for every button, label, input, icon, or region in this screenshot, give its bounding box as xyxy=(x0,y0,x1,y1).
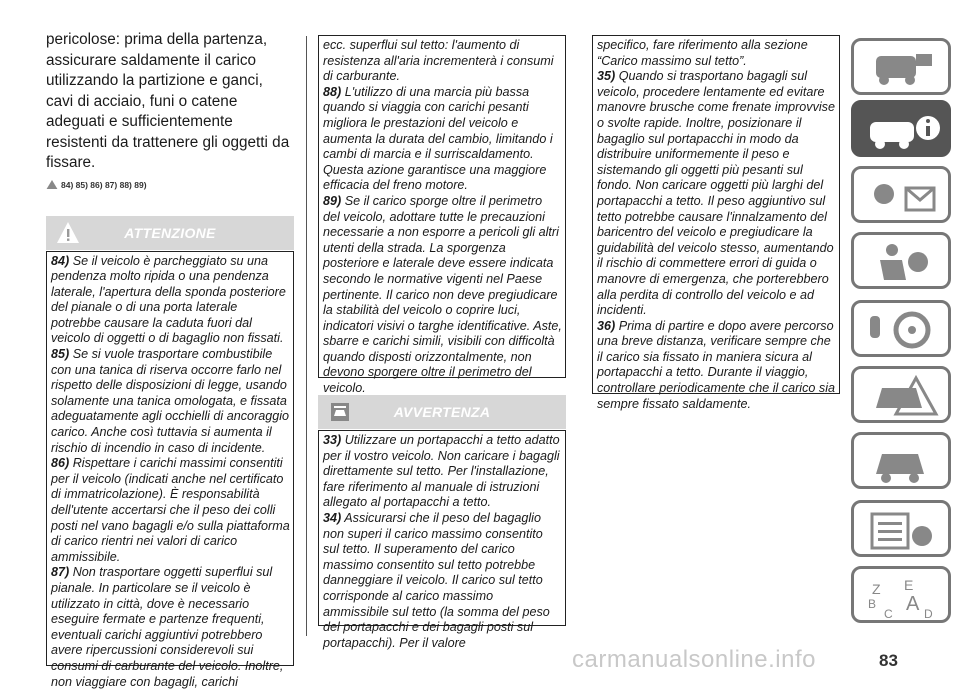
column-divider xyxy=(306,36,307,636)
attenzione-box xyxy=(46,251,294,689)
avvertenza-banner xyxy=(318,395,566,429)
warning-item-number: 35) xyxy=(597,69,616,84)
chapter-tab-9[interactable] xyxy=(851,566,951,623)
chapter-tab-7[interactable] xyxy=(851,432,951,489)
warning-item-text: Se si vuole trasportare combustibile con una tanica di riserva occorre farlo nel rispetto delle disposizioni di legge, usando solamente una tanica omologata, e fissata adeguatamente agli occhielli di ancoraggio carico. Anche così tuttavia si aumenta il rischio di incendio in caso di incidente. xyxy=(51,347,290,455)
car-dashboard-icon xyxy=(862,46,942,92)
attenzione-box-continued xyxy=(318,35,566,396)
chapter-tab-4[interactable] xyxy=(851,232,951,289)
warning-item-number: 85) xyxy=(51,347,70,362)
chapter-tab-1[interactable] xyxy=(851,38,951,95)
warning-item xyxy=(51,254,290,348)
chapter-tab-5[interactable] xyxy=(851,300,951,357)
warning-item-number: 88) xyxy=(323,84,342,99)
car-breakdown-icon xyxy=(862,374,942,420)
continued-text: ecc. superflui sul tetto: l'aumento di resistenza all'aria incrementerà i consumi di carburante. xyxy=(323,38,554,84)
warning-item-number: 84) xyxy=(51,253,70,268)
airbag-seat-icon xyxy=(862,240,942,286)
warning-item xyxy=(323,433,562,511)
avvertenza-box xyxy=(318,430,566,650)
svg-text:A: A xyxy=(906,593,920,615)
warning-item xyxy=(323,85,562,194)
svg-text:B: B xyxy=(868,597,877,611)
warning-lights-icon xyxy=(862,174,942,220)
warning-item-text: Prima di partire e dopo avere percorso una breve distanza, verificare sempre che il carico sia fissato in maniera sicura al portapacchi a tetto. Durante il viaggio, controllare periodicamente che il carico sia sempre fissato saldamente. xyxy=(597,318,835,411)
continued-text: specifico, fare riferimento alla sezione “Carico massimo sul tetto”. xyxy=(597,38,808,68)
warning-item-text: Non trasportare oggetti superflui sul pianale. In particolare se il veicolo è utilizzato in città, dove è necessario eseguire fermate e partenze frequenti, eventuali carichi aggiuntivi potrebbero avere ripercussioni considerevoli sui consumi di carburante del veicolo. Inoltre, non viaggiare con bagagli, carichi xyxy=(51,565,284,689)
warning-item-number: 86) xyxy=(51,456,70,471)
warning-item xyxy=(51,456,290,565)
column-3 xyxy=(592,35,840,411)
warning-item xyxy=(597,319,836,413)
banner-title: ATTENZIONE xyxy=(124,224,216,241)
svg-text:C: C xyxy=(884,607,893,620)
warning-item-number: 36) xyxy=(597,318,616,333)
warning-item xyxy=(323,194,562,397)
warning-item-text: Rispettare i carichi massimi consentiti per il veicolo (indicati anche nel certificato di immatricolazione). È responsabilità dell'utente accertarsi che il peso dei colli posti nel vano bagagli e/o sulla piattaforma di carico rientri nei valori di carico ammissibile. xyxy=(51,456,290,564)
warning-item-number: 33) xyxy=(323,433,342,447)
car-maintenance-icon xyxy=(862,440,942,486)
warning-item-text: Assicurarsi che il peso del bagaglio non superi il carico massimo consentito sul tetto. Il superamento del carico massimo consentito sul tetto potrebbe danneggiare il veicolo. Il carico sul tetto corrisponde al carico massimo ammissibile sul tetto (la somma del peso del portapacchi e dei bagagli posti sul portapacchi). Per il valore xyxy=(323,510,550,650)
warning-item xyxy=(323,511,562,651)
attenzione-banner xyxy=(46,216,294,250)
svg-text:D: D xyxy=(924,607,933,620)
column-2 xyxy=(318,35,566,650)
chapter-tab-8[interactable] xyxy=(851,500,951,557)
chapter-tab-3[interactable] xyxy=(851,166,951,223)
warning-item-text: L'utilizzo di una marcia più bassa quando si viaggia con carichi pesanti migliora le prestazioni del veicolo e aumenta la durata del cambio, limitando i cambi di marcia e il surriscaldamento. Questa azione garantisce una maggiore efficacia del freno motore. xyxy=(323,84,553,193)
warning-item xyxy=(51,565,290,690)
banner-title: AVVERTENZA xyxy=(393,404,491,420)
warning-item-number: 34) xyxy=(323,510,342,525)
column-1 xyxy=(46,30,294,689)
chapter-tab-2[interactable] xyxy=(851,100,951,157)
warning-note-refs: 84) 85) 86) 87) 88) 89) xyxy=(46,180,294,190)
warning-item-number: 89) xyxy=(323,193,342,208)
svg-text:E: E xyxy=(904,577,914,593)
alphabetical-index-icon xyxy=(862,574,942,620)
warning-item-text: Se il veicolo è parcheggiato su una pendenza molto ripida o una pendenza laterale, l'apertura della sponda posteriore del pianale o di una porta laterale potrebbe causare la caduta fuori dal veicolo di oggetti o di bagaglio non fissati. xyxy=(51,253,286,346)
chapter-tab-6[interactable] xyxy=(851,366,951,423)
watermark: carmanualsonline.info xyxy=(572,646,816,673)
warning-item-text: Utilizzare un portapacchi a tetto adatto per il vostro veicolo. Non caricare i bagagli direttamente sul tetto. Per l'installazione, fare riferimento al manuale di istruzioni allegato al portapacchi a tetto. xyxy=(323,433,560,510)
car-info-icon xyxy=(862,108,942,154)
avvertenza-box-continued xyxy=(592,35,840,411)
warning-item xyxy=(51,347,290,456)
warning-item-text: Quando si trasportano bagagli sul veicolo, procedere lentamente ed evitare manovre brusche come frenate improvvise o svolte rapide. Inoltre, posizionare il bagaglio sul portapacchi in modo da distribuire uniformemente il peso e sistemando gli oggetti più pesanti sul fondo. Non caricare oggetti più larghi del portapacchi a tetto. Il peso aggiuntivo sul tetto potrebbe causare l'innalzamento del baricentro del veicolo e pregiudicare la guidabilità del veicolo stesso, aumentando il rischio di commettere errori di guida o manovre di emergenza, che porterebbero alla perdita di controllo del veicolo e ad incidenti. xyxy=(597,69,835,318)
warning-triangle-icon xyxy=(46,180,58,189)
warning-item xyxy=(597,69,836,319)
page-number: 83 xyxy=(879,651,898,670)
warning-item-number: 87) xyxy=(51,565,70,580)
warning-item-text: Se il carico sporge oltre il perimetro del veicolo, adottare tutte le precauzioni necessarie a non esporre a pericoli gli altri utenti della strada. La sporgenza posteriore e laterale deve essere indicata secondo le normative vigenti nel Paese pertinente. Il carico non deve pregiudicare la stabilità del veicolo o coprire luci, indicatori visivi o targhe identificative. Aste, sbarre e carichi simili, visibili con difficoltà quando disposti orizzontalmente, non devono sporgere oltre il perimetro del veicolo. xyxy=(323,193,562,396)
steering-key-icon xyxy=(862,308,942,354)
svg-text:Z: Z xyxy=(872,581,881,597)
intro-paragraph: pericolose: prima della partenza, assicurare saldamente il carico utilizzando la partizione e ganci, cavi di acciaio, funi o catene adeguati e sufficientemente resistenti da trattenere gli oggetti da fissare. xyxy=(46,31,290,171)
technical-data-icon xyxy=(862,508,942,554)
